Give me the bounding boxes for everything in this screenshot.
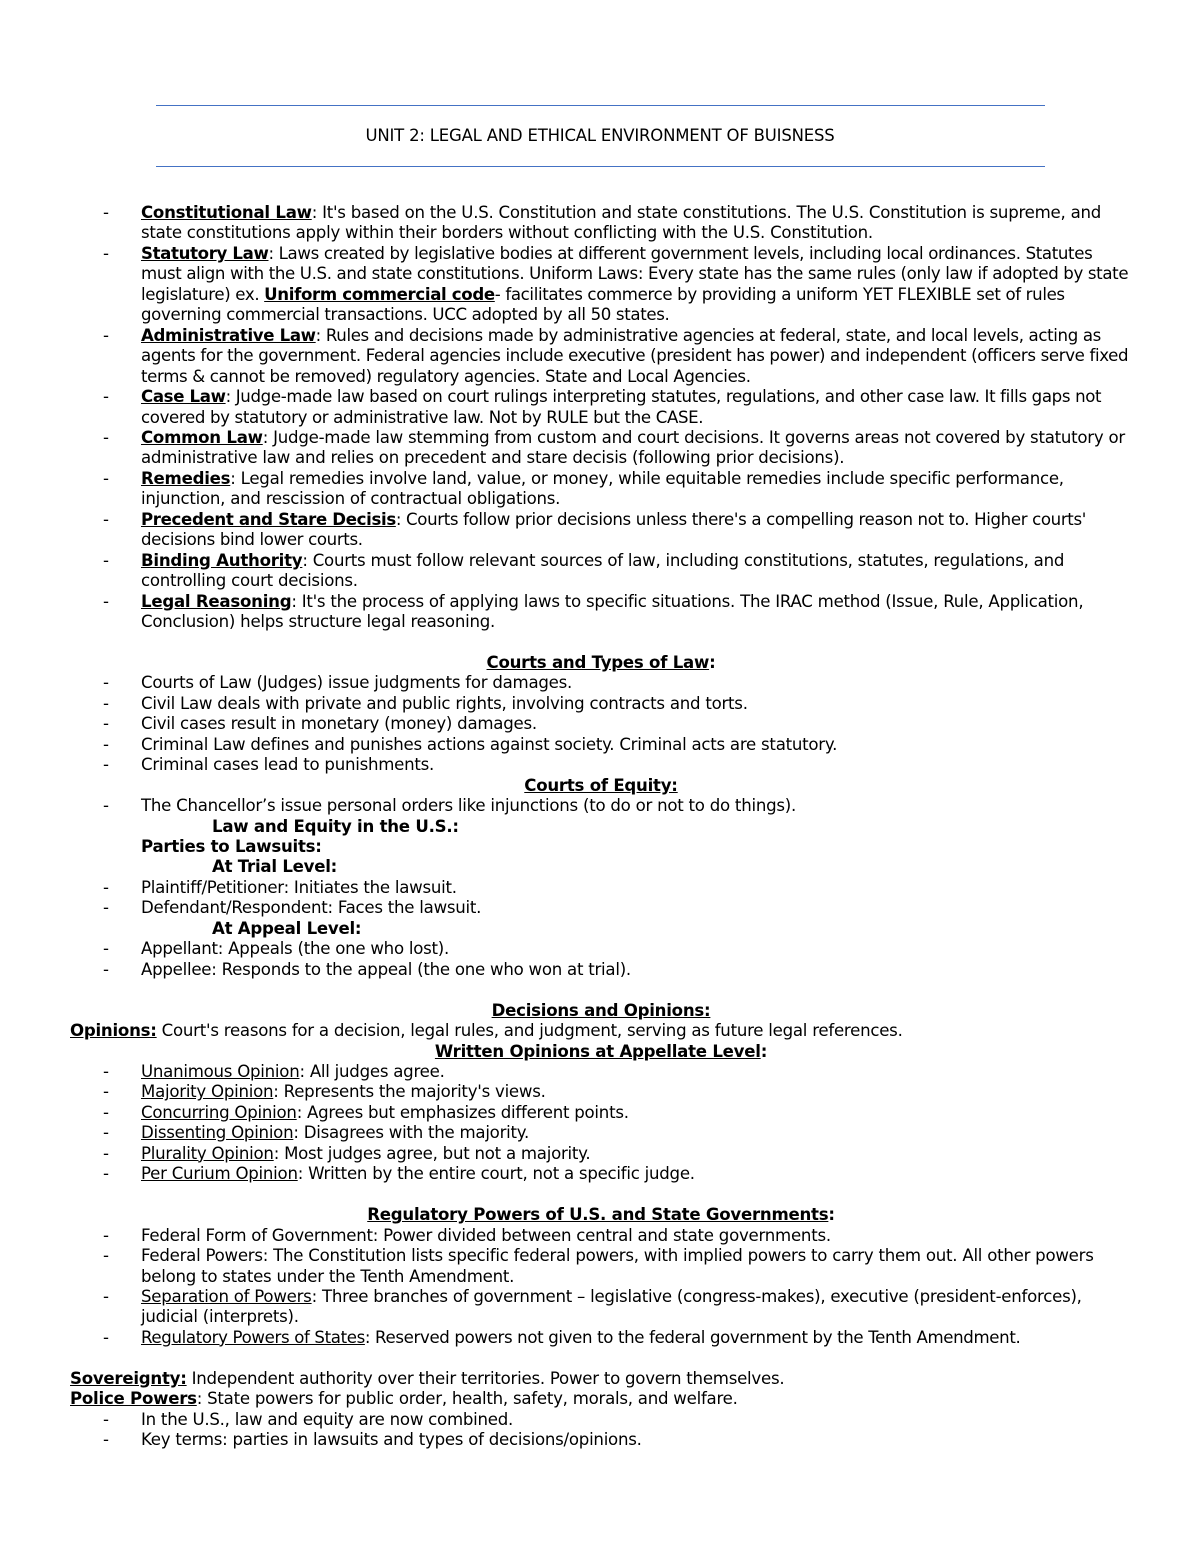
list-item: - Key terms: parties in lawsuits and types of decisions/opinions. <box>70 1430 1132 1450</box>
spacer <box>70 633 1132 653</box>
list-item: - Federal Powers: The Constitution lists specific federal powers, with implied powers to carry them out. All other powers belong to states under the Tenth Amendment. <box>70 1246 1132 1287</box>
subheading-parties: Parties to Lawsuits: <box>141 837 322 857</box>
term: Concurring Opinion <box>141 1102 297 1122</box>
term: Per Curium Opinion <box>141 1164 298 1184</box>
definition: Independent authority over their territories. Power to govern themselves. <box>186 1368 785 1388</box>
list-item-statutory-law <box>70 244 1132 326</box>
term: Precedent and Stare Decisis <box>141 509 396 529</box>
spacer <box>70 980 1132 1000</box>
term: Sovereignty: <box>70 1368 187 1388</box>
document-body <box>70 203 1132 1451</box>
list-item: - Appellee: Responds to the appeal (the one who won at trial). <box>70 960 1132 980</box>
heading-text: Regulatory Powers of U.S. and State Governments <box>367 1205 829 1225</box>
list-item: - The Chancellor’s issue personal orders like injunctions (to do or not to do things). <box>70 796 1132 816</box>
term-ucc: Uniform commercial code <box>264 284 495 304</box>
definition: : Most judges agree, but not a majority. <box>273 1143 591 1163</box>
list-item: - Plaintiff/Petitioner: Initiates the lawsuit. <box>70 878 1132 898</box>
term: Dissenting Opinion <box>141 1123 294 1143</box>
list-item: - Civil cases result in monetary (money) damages. <box>70 714 1132 734</box>
heading-colon: : <box>760 1041 768 1061</box>
definition: : It's based on the U.S. Constitution and state constitutions. The U.S. Constitution is supreme, and state constitutions apply within their borders without conflicting with the U.S. Constitution. <box>141 203 1102 243</box>
definition: : Three branches of government – legislative (congress-makes), executive (president-enforces), judicial (interprets). <box>141 1286 1082 1327</box>
term: Binding Authority <box>141 550 303 570</box>
list-item: - Civil Law deals with private and public rights, involving contracts and torts. <box>70 694 1132 714</box>
section-heading-courts <box>70 653 1132 673</box>
term: Case Law <box>141 387 226 407</box>
spacer <box>70 1185 1132 1205</box>
definition: : Represents the majority's views. <box>273 1082 546 1102</box>
definition: : Agrees but emphasizes different points. <box>296 1102 629 1122</box>
term: Administrative Law <box>141 325 316 345</box>
subheading-law-equity: Law and Equity in the U.S.: <box>212 816 459 836</box>
list-item: - Courts of Law (Judges) issue judgments for damages. <box>70 673 1132 693</box>
list-item-regulatory-powers <box>70 1328 1132 1348</box>
definition: : Rules and decisions made by administrative agencies at federal, state, and local levels, acting as agents for the government. Federal agencies include executive (president has power) and independent (officers serve fixed terms & cannot be removed) regulatory agencies. State and Local Agencies. <box>141 325 1129 386</box>
term: Separation of Powers <box>141 1286 312 1306</box>
document-title: UNIT 2: LEGAL AND ETHICAL ENVIRONMENT OF BUISNESS <box>365 126 835 145</box>
section-heading-regulatory <box>70 1205 1132 1225</box>
list-item: - Criminal Law defines and punishes actions against society. Criminal acts are statutory. <box>70 735 1132 755</box>
term: Constitutional Law <box>141 203 312 222</box>
heading-colon: : <box>709 652 716 672</box>
spacer <box>70 1348 1132 1368</box>
subheading-trial-level: At Trial Level: <box>212 857 338 877</box>
definition: : Courts follow prior decisions unless there's a compelling reason not to. Higher courts' decisions bind lower courts. <box>141 509 1086 550</box>
heading-colon: : <box>828 1205 835 1225</box>
term: Remedies <box>141 468 231 488</box>
police-powers-definition <box>70 1389 1132 1409</box>
term: Majority Opinion <box>141 1082 274 1102</box>
header-bottom-rule <box>156 166 1045 167</box>
list-item: - Appellant: Appeals (the one who lost). <box>70 939 1132 959</box>
subheading-appeal-level: At Appeal Level: <box>212 918 362 938</box>
term: Police Powers <box>70 1389 197 1409</box>
definition: : Disagrees with the majority. <box>293 1123 530 1143</box>
sovereignty-definition <box>70 1369 1132 1389</box>
subheading-written-opinions <box>70 1042 1132 1062</box>
section-heading-decisions <box>70 1001 1132 1021</box>
heading-text: Written Opinions at Appellate Level <box>434 1041 761 1061</box>
list-item-binding-authority <box>70 551 1132 592</box>
term: Statutory Law <box>141 243 269 263</box>
definition: : Laws created by legislative bodies at different government levels, including local ordinances. Statutes must align with the U.S. and state constitutions. Uniform Laws: Every state has the same rules (only law if adopted by state legislature) ex. <box>141 243 1129 304</box>
term: Legal Reasoning <box>141 591 292 611</box>
definition: : All judges agree. <box>299 1062 445 1081</box>
heading-text: Courts and Types of Law <box>486 652 710 672</box>
list-item-opinion <box>70 1082 1132 1102</box>
heading-text: Courts of Equity: <box>524 775 678 795</box>
list-item-precedent <box>70 510 1132 551</box>
list-item-opinion <box>70 1062 1132 1082</box>
definition: : Judge-made law stemming from custom and court decisions. It governs areas not covered by statutory or administrative law and relies on precedent and stare decisis (following prior decisions). <box>141 427 1125 468</box>
term: Plurality Opinion <box>141 1143 274 1163</box>
term: Opinions: <box>70 1021 157 1041</box>
list-item-case-law <box>70 387 1132 428</box>
list-item-administrative-law <box>70 326 1132 387</box>
list-item-remedies <box>70 469 1132 510</box>
section-heading-equity <box>70 776 1132 796</box>
definition: : Reserved powers not given to the federal government by the Tenth Amendment. <box>364 1327 1021 1347</box>
list-item-opinion <box>70 1164 1132 1184</box>
definition-ucc: - facilitates commerce by providing a uniform YET FLEXIBLE set of rules governing commercial transactions. UCC adopted by all 50 states. <box>141 284 1065 325</box>
list-item-constitutional-law <box>70 203 1132 244</box>
definition: : Judge-made law based on court rulings interpreting statutes, regulations, and other case law. It fills gaps not covered by statutory or administrative law. Not by RULE but the CASE. <box>141 387 1102 427</box>
heading-text: Decisions and Opinions: <box>491 1000 711 1020</box>
term: Common Law <box>141 427 263 447</box>
list-item-common-law <box>70 428 1132 469</box>
header-top-rule <box>156 105 1045 106</box>
definition: : State powers for public order, health, safety, morals, and welfare. <box>196 1389 738 1409</box>
list-item: - Defendant/Respondent: Faces the lawsuit. <box>70 898 1132 918</box>
definition: Court's reasons for a decision, legal rules, and judgment, serving as future legal references. <box>156 1021 903 1041</box>
list-item: - Federal Form of Government: Power divided between central and state governments. <box>70 1226 1132 1246</box>
list-item-separation-of-powers <box>70 1287 1132 1328</box>
list-item-opinion <box>70 1103 1132 1123</box>
definition: : Written by the entire court, not a specific judge. <box>297 1164 695 1184</box>
definition: : Legal remedies involve land, value, or money, while equitable remedies include specific performance, injunction, and rescission of contractual obligations. <box>141 468 1064 509</box>
definition: : It's the process of applying laws to specific situations. The IRAC method (Issue, Rule, Application, Conclusion) helps structure legal reasoning. <box>141 591 1084 632</box>
list-item-legal-reasoning <box>70 592 1132 633</box>
opinions-definition <box>70 1021 1132 1041</box>
list-item-opinion <box>70 1123 1132 1143</box>
term: Regulatory Powers of States <box>141 1327 365 1347</box>
list-item: - Criminal cases lead to punishments. <box>70 755 1132 775</box>
definition: : Courts must follow relevant sources of law, including constitutions, statutes, regulations, and controlling court decisions. <box>141 550 1065 591</box>
term: Unanimous Opinion <box>141 1062 300 1081</box>
list-item-opinion <box>70 1144 1132 1164</box>
list-item: - In the U.S., law and equity are now combined. <box>70 1410 1132 1430</box>
